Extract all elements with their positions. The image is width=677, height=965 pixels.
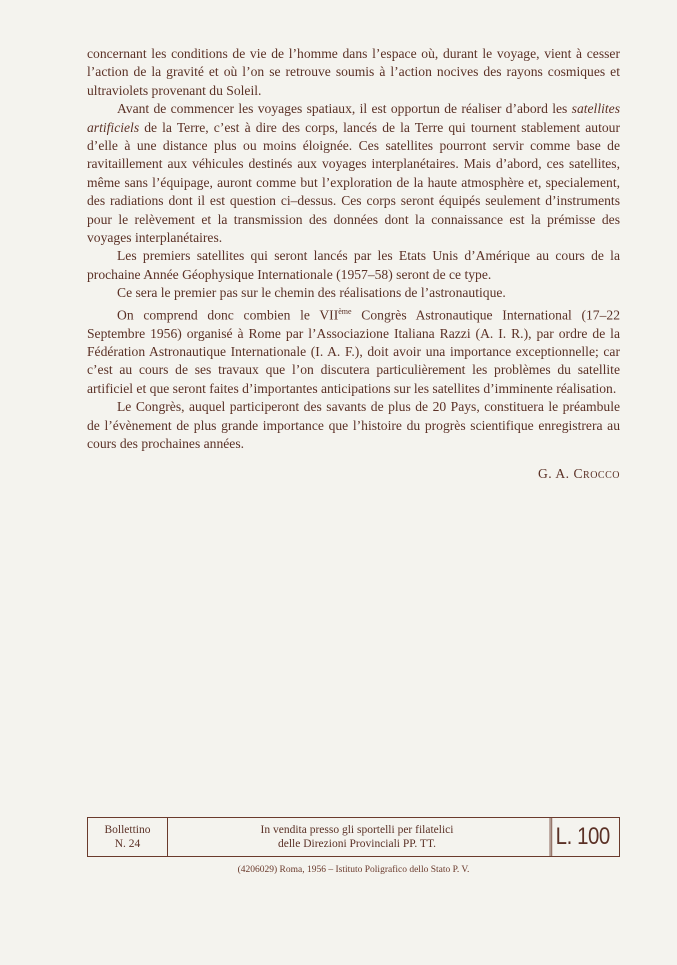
paragraph-2-after: de la Terre, c’est à dire des corps, lancés de la Terre qui tournent stablement autour d’elle à une distance plus ou moins éloignée. Ces satellites pourront servir comme base de ravitaillement aux véhicules destinés aux voyages interplanétaires. Mais d’abord, ces satellites, même sans l’équipage, auront comme but l’exploration de la haute atmosphère et, specialement, des radiations dont il est question ci–dessus. Ces corps seront équipés seulement d’instruments pour le relèvement et la transmission des données dont la connaissance est la prémisse des voyages interplanétaires. [87,119,620,246]
paragraph-6: Le Congrès, auquel participeront des savants de plus de 20 Pays, constituera le préambule de l’évènement de plus grande importance que l’histoire du progrès scientifique enregistrera au cours des prochaines années. [87,399,620,452]
paragraph-1: concernant les conditions de vie de l’homme dans l’espace où, durant le voyage, vient à cesser l’action de la gravité et où l’on se retrouve soumis à l’action nocives des rayons cosmiques et ultraviolets provenant du Soleil. [87,46,620,98]
sale-line-1: In vendita presso gli sportelli per filatelici [260,824,454,836]
paragraph-5 [87,303,620,399]
printer-imprint: (4206029) Roma, 1956 – Istituto Poligrafico dello Stato P. V. [237,865,470,875]
paragraph-2-before: Avant de commencer les voyages spatiaux, il est opportun de réaliser d’abord les [117,101,572,117]
bollettino-label: Bollettino [104,824,151,836]
signature-initials: G. A. [537,466,574,482]
sale-line-2: delle Direzioni Provinciali PP. TT. [278,838,436,850]
paragraph-5-after: Congrès Astronautique International (17–22 Septembre 1956) organisé à Rome par l’Associazione Italiana Razzi (A. I. R.), par ordre de la Fédération Astronautique Internationale (I. A. F.), doit avoir una importance exceptionnelle; car c’est au cours de ses travaux que l’on discutera particulièrement les problèmes du satellite artificiel et que seront faites d’importantes anticipations sur les satellites d’imminente réalisation. [87,307,620,396]
footer-box [87,817,620,857]
bollettino-cell [88,818,168,856]
paragraph-4: Ce sera le premier pas sur le chemin des réalisations de l’astronautique. [117,285,506,301]
price-cell: L. 100 [550,818,614,856]
paragraph-5-before: On comprend donc combien le VII [117,307,339,323]
sale-info-cell [168,818,546,856]
article-body [87,45,620,484]
paragraph-2-italic: satellites artificiels [87,101,620,135]
paragraph-2 [87,100,620,247]
signature-surname: Crocco [573,466,620,482]
paragraph-5-sup: ème [338,306,352,316]
author-signature [87,465,620,483]
paragraph-3: Les premiers satellites qui seront lancés par les Etats Unis d’Amérique au cours de la prochaine Année Géophysique Internationale (1957–58) seront de ce type. [87,248,620,282]
bollettino-number: N. 24 [114,838,141,850]
